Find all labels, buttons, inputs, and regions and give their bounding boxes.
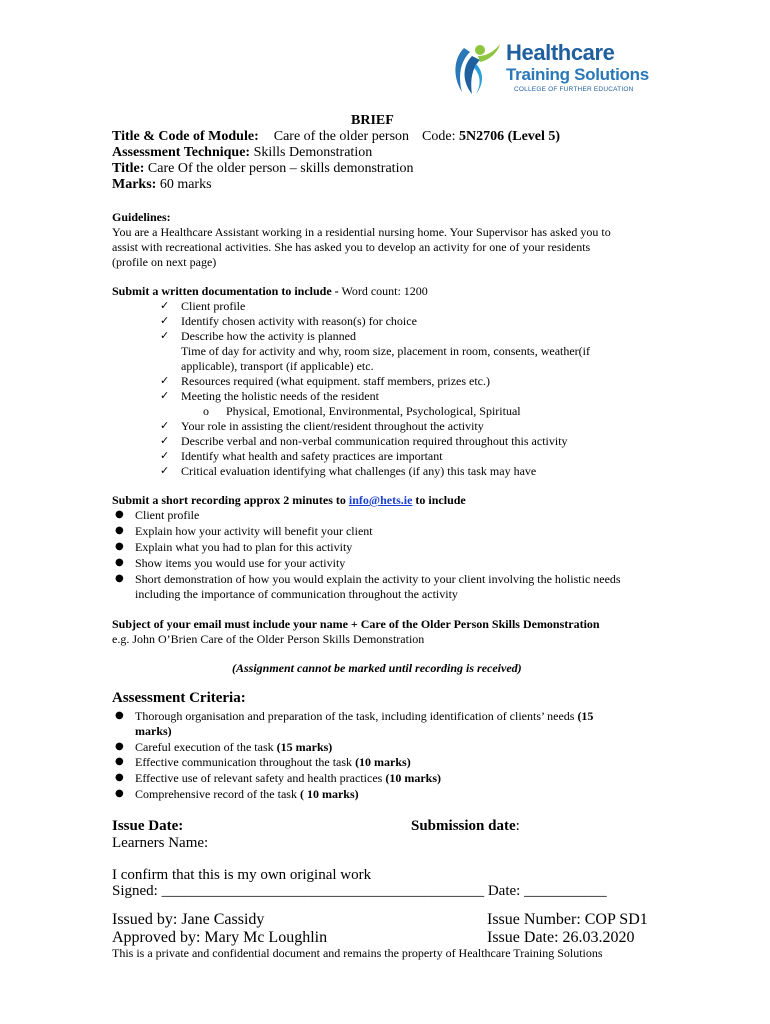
- title-value: Care Of the older person – skills demonstration: [147, 161, 414, 176]
- recording-note: (Assignment cannot be marked until recording is received): [232, 661, 522, 675]
- technique-label: Assessment Technique:: [112, 145, 251, 160]
- bullet-icon: ●: [115, 756, 124, 767]
- criteria-item-execution: Careful execution of the task (15 marks): [135, 740, 333, 754]
- criteria-item-safety: Effective use of relevant safety and health practices (10 marks): [135, 771, 441, 785]
- checkmark-icon: ✓: [160, 374, 170, 387]
- logo-line-2: Training Solutions: [506, 65, 649, 84]
- issue-date: Issue Date: 26.03.2020: [487, 929, 635, 946]
- checkmark-icon: ✓: [160, 299, 170, 312]
- criteria-heading: Assessment Criteria:: [112, 690, 246, 706]
- healthcare-training-solutions-logo: [450, 42, 650, 98]
- guidelines-line-1: You are a Healthcare Assistant working in a residential nursing home. Your Supervisor has asked you to: [112, 225, 611, 239]
- checkmark-icon: ✓: [160, 434, 170, 447]
- written-item-holistic: Meeting the holistic needs of the resident: [181, 389, 379, 403]
- criteria-item-organisation: Thorough organisation and preparation of the task, including identification of clients’ needs (15: [135, 709, 594, 723]
- module-label: Title & Code of Module:: [112, 129, 259, 144]
- written-subitem-needs: Physical, Emotional, Environmental, Psychological, Spiritual: [226, 404, 521, 418]
- recording-item-2: Explain how your activity will benefit your client: [135, 524, 373, 538]
- marks-value: 60 marks: [159, 177, 212, 192]
- marks-label: Marks:: [112, 177, 157, 192]
- written-item-role: Your role in assisting the client/resident throughout the activity: [181, 419, 484, 433]
- approved-by: Approved by: Mary Mc Loughlin: [112, 929, 328, 946]
- recording-heading: Submit a short recording approx 2 minutes to info@hets.ie to include: [112, 493, 466, 507]
- guidelines-heading: Guidelines:: [112, 210, 171, 224]
- recording-item-4: Show items you would use for your activity: [135, 556, 346, 570]
- code-value: 5N2706 (Level 5): [458, 129, 561, 144]
- technique-line: [112, 145, 372, 161]
- criteria-item-communication: Effective communication throughout the task (10 marks): [135, 755, 411, 769]
- sub-bullet-marker: o: [203, 404, 209, 418]
- subject-example: e.g. John O’Brien Care of the Older Person Skills Demonstration: [112, 632, 425, 646]
- written-item-safety: Identify what health and safety practices are important: [181, 449, 443, 463]
- guidelines-line-2: assist with recreational activities. She has asked you to develop an activity for one of your residents: [112, 240, 591, 254]
- confidentiality-disclaimer: This is a private and confidential document and remains the property of Healthcare Training Solutions: [112, 946, 603, 960]
- logo-line-3: COLLEGE OF FURTHER EDUCATION: [514, 86, 634, 93]
- written-item-communication: Describe verbal and non-verbal communication required throughout this activity: [181, 434, 568, 448]
- recording-item-5-cont: including the importance of communication throughout the activity: [135, 587, 458, 601]
- checkmark-icon: ✓: [160, 314, 170, 327]
- signature-line: Signed: ___________________________________________ Date: ___________: [112, 883, 607, 899]
- written-item-evaluation: Critical evaluation identifying what challenges (if any) this task may have: [181, 464, 537, 478]
- issued-by: Issued by: Jane Cassidy: [112, 911, 265, 928]
- written-item-planned-detail-1: Time of day for activity and why, room size, placement in room, consents, weather(if: [181, 344, 591, 358]
- criteria-item-organisation-cont: marks): [135, 724, 172, 738]
- written-item-client-profile: Client profile: [181, 299, 246, 313]
- module-line: [112, 129, 560, 145]
- marks-line: [112, 177, 212, 193]
- technique-value: Skills Demonstration: [253, 145, 373, 160]
- checkmark-icon: ✓: [160, 389, 170, 402]
- checkmark-icon: ✓: [160, 419, 170, 432]
- bullet-icon: ●: [115, 741, 124, 752]
- criteria-item-record: Comprehensive record of the task ( 10 marks): [135, 787, 359, 801]
- recording-item-5: Short demonstration of how you would explain the activity to your client involving the holistic needs: [135, 572, 621, 586]
- bullet-icon: ●: [115, 772, 124, 783]
- bullet-icon: ●: [115, 541, 124, 552]
- recording-item-1: Client profile: [135, 508, 200, 522]
- written-item-resources: Resources required (what equipment. staff members, prizes etc.): [181, 374, 490, 388]
- module-value: Care of the older person: [273, 129, 410, 144]
- submission-date-label: Submission date:: [411, 818, 520, 834]
- written-item-chosen-activity: Identify chosen activity with reason(s) for choice: [181, 314, 417, 328]
- issue-date-label: Issue Date:: [112, 818, 184, 834]
- written-heading: Submit a written documentation to include - Word count: 1200: [112, 284, 428, 298]
- bullet-icon: ●: [115, 509, 124, 520]
- issue-number: Issue Number: COP SD1: [487, 911, 648, 928]
- learners-name-label: Learners Name:: [112, 835, 209, 851]
- bullet-icon: ●: [115, 573, 124, 584]
- guidelines-line-3: (profile on next page): [112, 255, 217, 269]
- logo-line-1: Healthcare: [506, 40, 615, 65]
- code-label: Code:: [422, 129, 456, 144]
- brief-heading: BRIEF: [351, 113, 394, 128]
- written-item-planned: Describe how the activity is planned: [181, 329, 356, 343]
- bullet-icon: ●: [115, 525, 124, 536]
- bullet-icon: ●: [115, 710, 124, 721]
- recording-item-3: Explain what you had to plan for this activity: [135, 540, 353, 554]
- subject-line: Subject of your email must include your name + Care of the Older Person Skills Demonstration: [112, 617, 600, 631]
- written-item-planned-detail-2: applicable), transport (if applicable) etc.: [181, 359, 374, 373]
- title-line: [112, 161, 413, 177]
- bullet-icon: ●: [115, 788, 124, 799]
- title-label: Title:: [112, 161, 145, 176]
- email-link[interactable]: info@hets.ie: [348, 493, 413, 507]
- logo-figure-icon: [450, 42, 500, 96]
- confirmation-statement: I confirm that this is my own original work: [112, 867, 372, 883]
- checkmark-icon: ✓: [160, 449, 170, 462]
- checkmark-icon: ✓: [160, 329, 170, 342]
- checkmark-icon: ✓: [160, 464, 170, 477]
- bullet-icon: ●: [115, 557, 124, 568]
